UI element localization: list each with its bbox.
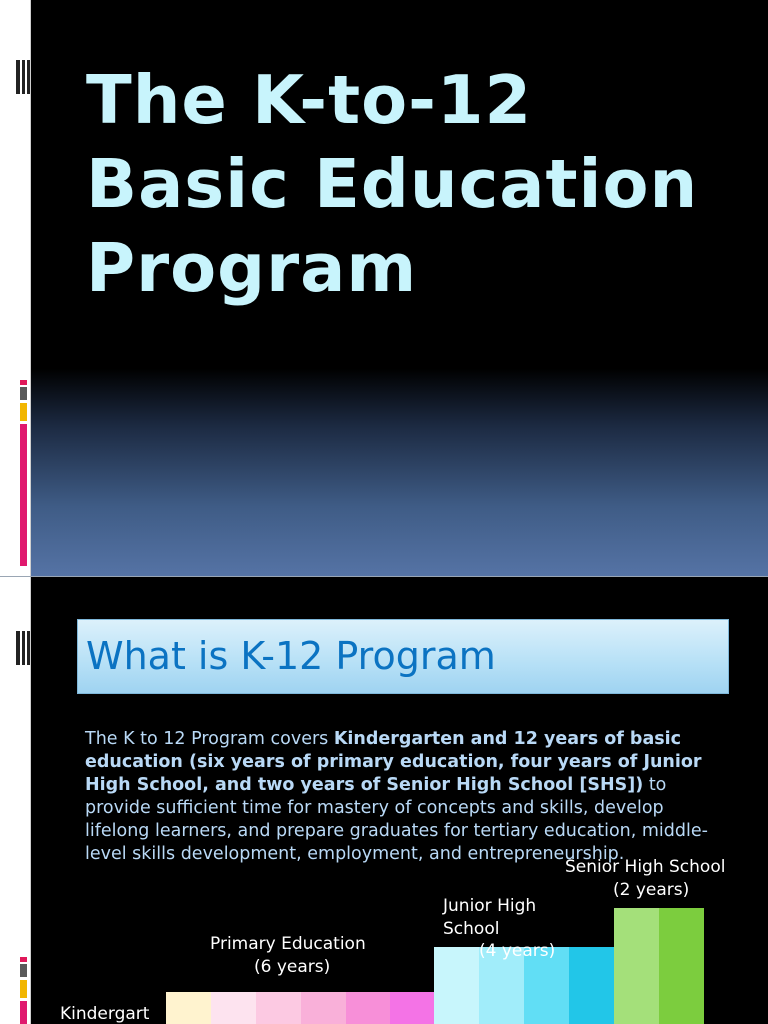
primary-grade-bar — [301, 992, 346, 1024]
senior-grade-bar — [659, 908, 704, 1024]
accent-mark — [20, 424, 27, 566]
senior-years-label: (2 years) — [613, 880, 690, 900]
accent-mark — [20, 403, 27, 421]
junior-years-label: (4 years) — [479, 941, 556, 961]
heading-box — [77, 619, 729, 694]
slide-thumbnail-strip — [0, 577, 30, 1024]
slides-panel-icon — [16, 60, 30, 94]
primary-grade-bar — [256, 992, 301, 1024]
kindergarten-bar — [166, 992, 211, 1024]
accent-mark — [20, 380, 27, 385]
primary-education-label: Primary Education — [210, 934, 366, 954]
senior-high-label: Senior High School — [565, 857, 726, 877]
accent-mark — [20, 980, 27, 998]
junior-high-label: School — [443, 919, 500, 939]
description-text: The K to 12 Program covers — [85, 729, 334, 749]
junior-grade-bar — [569, 947, 614, 1024]
slides-panel-icon — [16, 631, 30, 665]
accent-mark — [20, 957, 27, 962]
slide-heading: What is K-12 Program — [86, 634, 496, 678]
primary-years-label: (6 years) — [254, 957, 331, 977]
senior-grade-bar — [614, 908, 659, 1024]
accent-mark — [20, 1001, 27, 1024]
description-bold-text: Kindergarten and 12 years of basic education (six years of primary education, four years of Junior High School, and two years of Senior High School [SHS]) — [85, 729, 702, 795]
content-slide[interactable] — [0, 577, 768, 1024]
kindergarten-label: Kindergart — [60, 1004, 150, 1024]
slide-title: The K-to-12 Basic Education Program — [86, 61, 699, 307]
junior-high-label: Junior High — [443, 896, 537, 916]
program-description — [85, 728, 725, 866]
junior-grade-bar — [434, 947, 479, 1024]
primary-grade-bar — [211, 992, 256, 1024]
accent-mark — [20, 387, 27, 400]
primary-grade-bar — [390, 992, 434, 1024]
primary-grade-bar — [346, 992, 390, 1024]
slide-thumbnail-strip — [0, 0, 30, 576]
accent-mark — [20, 964, 27, 977]
description-text: to provide sufficient time for mastery of concepts and skills, develop lifelong learners, and prepare graduates for tertiary education, middle-level skills development, employment, and entrepreneurship. — [85, 775, 708, 864]
